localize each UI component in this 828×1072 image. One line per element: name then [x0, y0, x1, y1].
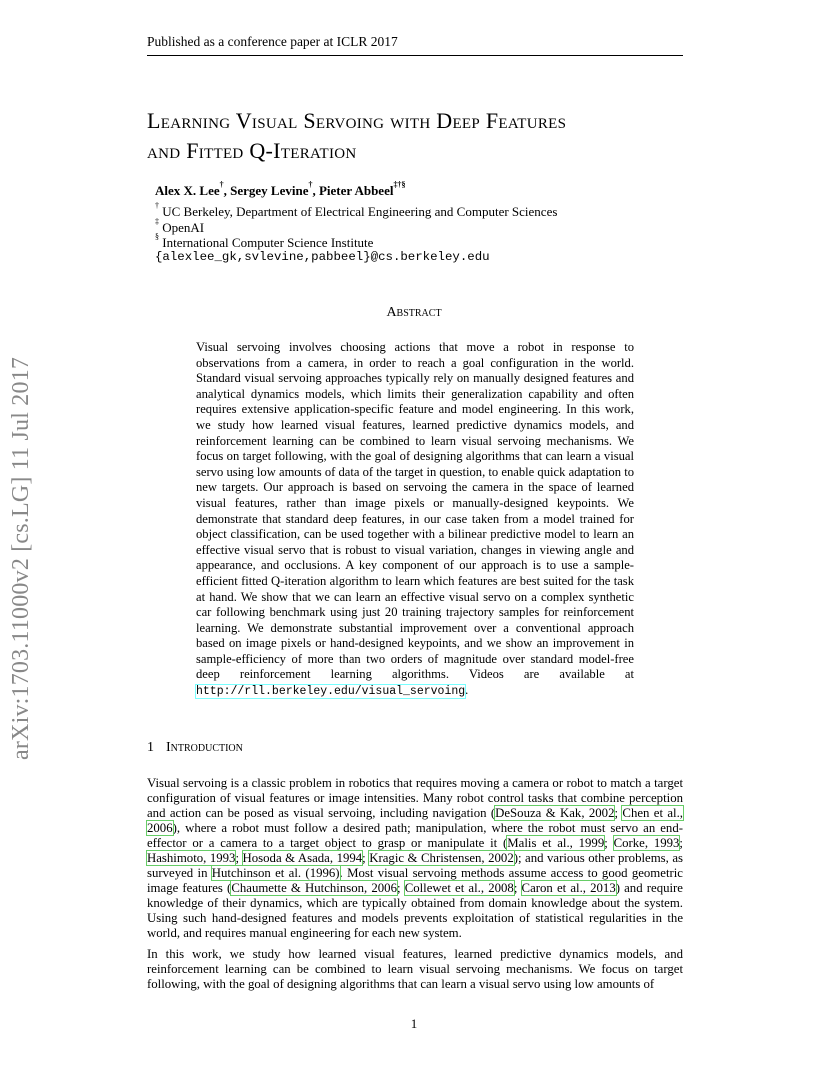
abstract-end: . — [465, 683, 469, 698]
paragraph-text: ; — [235, 851, 243, 865]
paragraph-text: ; — [396, 881, 405, 895]
title-line-1: Learning Visual Servoing with Deep Features — [147, 108, 567, 133]
section-title: Introduction — [166, 740, 243, 755]
citation-link[interactable]: Chen et al., 2006 — [147, 806, 684, 835]
abstract-body — [196, 340, 634, 700]
affiliation-mark: † — [155, 201, 159, 210]
header-rule — [147, 55, 683, 56]
paragraph-text: ; — [362, 851, 370, 865]
paragraph-text: ; — [679, 836, 683, 850]
paragraph-text: . Most visual servoing methods assume access to good geometric image features ( — [147, 866, 683, 895]
title-line-2: and Fitted Q-Iteration — [147, 138, 357, 163]
citation-link[interactable]: Hutchinson et al. (1996) — [211, 866, 340, 880]
arxiv-stamp: arXiv:1703.11000v2 [cs.LG] 11 Jul 2017 — [8, 356, 34, 760]
affiliation-mark: ‡ — [155, 217, 159, 226]
video-link[interactable]: http://rll.berkeley.edu/visual_servoing — [196, 685, 466, 699]
citation-link[interactable]: DeSouza & Kak, 2002 — [495, 806, 615, 820]
intro-paragraph-2: In this work, we study how learned visual features, learned predictive dynamics models, and reinforcement learning can be combined to learn visual servoing mechanisms. We focus on target following, with the goal of designing algorithms that can learn a visual servo using low amounts of — [147, 947, 683, 991]
abstract-text: Visual servoing involves choosing actions that move a robot in response to observations from a camera, in order to reach a goal configuration in the world. Standard visual servoing approaches typically rely on manually designed features and analytical dynamics models, which limits their generalization capability and often requires extensive application-specific feature and model engineering. In this work, we study how learned visual features, learned predictive dynamics models, and reinforcement learning can be combined to learn visual servoing mechanisms. We focus on target following, with the goal of designing algorithms that can learn a visual servo using low amounts of data of the target in question, to enable quick adaptation to new targets. Our approach is based on servoing the camera in the space of learned visual features, rather than image pixels or manually-designed keypoints. We demonstrate that standard deep features, in our case taken from a model trained for object classification, can be used together with a bilinear predictive model to learn an effective visual servo that is robust to visual variation, changes in viewing angle and appearance, and occlusions. A key component of our approach is to use a sample-efficient fitted Q-iteration algorithm to learn which features are best suited for the task at hand. We show that we can learn an effective visual servo on a complex synthetic car following benchmark using just 20 training trajectory samples for reinforcement learning. We demonstrate substantial improvement over a conventional approach based on image pixels or hand-designed keypoints, and we show an improvement in sample-efficiency of more than two orders of magnitude over standard model-free deep reinforcement learning algorithms. Videos are available at — [196, 340, 634, 682]
citation-link[interactable]: Chaumette & Hutchinson, 2006 — [231, 881, 397, 895]
affiliation-line — [155, 232, 374, 251]
author-mark: † — [219, 180, 224, 189]
section-number: 1 — [147, 740, 154, 755]
author-name: Pieter Abbeel — [318, 183, 394, 198]
paragraph-text: ; — [513, 881, 522, 895]
paragraph-text: ) and require knowledge of their dynamics, which are typically obtained from domain knowledge about the system. Using such hand-designed features and models prevents exploitation of statistical regularities in the world, and requires manual engineering for each new system. — [147, 881, 683, 940]
intro-paragraph-1 — [147, 776, 683, 941]
author-emails: {alexlee_gk,svlevine,pabbeel}@cs.berkeley.edu — [155, 250, 490, 264]
affiliation-line — [155, 217, 205, 236]
citation-link[interactable]: Hosoda & Asada, 1994 — [242, 851, 363, 865]
citation-link[interactable]: Caron et al., 2013 — [521, 881, 616, 895]
affiliation-mark: § — [155, 232, 159, 241]
paragraph-text: ; — [604, 836, 614, 850]
affiliation-text: International Computer Science Institute — [162, 235, 374, 250]
paragraph-text: Visual servoing is a classic problem in robotics that requires moving a camera or robot to match a target configuration of visual features or image intensities. Many robot control tasks that combine perception and action can be posed as visual servoing, including navigation ( — [147, 776, 683, 820]
paper-title — [147, 106, 707, 166]
citation-link[interactable]: Collewet et al., 2008 — [404, 881, 514, 895]
paragraph-text: ), where a robot must follow a desired path; manipulation, where the robot must servo an end-effector or a camera to a target object to grasp or manipulate it ( — [147, 821, 683, 850]
page-number: 1 — [410, 1016, 418, 1031]
affiliation-text: OpenAI — [162, 220, 205, 235]
citation-link[interactable]: Kragic & Christensen, 2002 — [369, 851, 514, 865]
author-list: Alex X. Lee†, Sergey Levine†, Pieter Abbeel‡†§ — [155, 180, 406, 198]
citation-link[interactable]: Malis et al., 1999 — [507, 836, 605, 850]
affiliation-line — [155, 201, 558, 220]
section-heading — [147, 740, 243, 756]
paragraph-text: ; — [614, 806, 623, 820]
author-mark: † — [308, 180, 313, 189]
author-mark: ‡†§ — [393, 180, 406, 189]
citation-link[interactable]: Corke, 1993 — [613, 836, 680, 850]
citation-link[interactable]: Hashimoto, 1993 — [147, 851, 236, 865]
paragraph-text: ); and various other problems, as surveyed in — [147, 851, 683, 880]
running-header: Published as a conference paper at ICLR 2017 — [147, 34, 398, 49]
abstract-heading: Abstract — [386, 305, 442, 320]
affiliation-text: UC Berkeley, Department of Electrical Engineering and Computer Sciences — [162, 204, 558, 219]
author-name: Alex X. Lee — [155, 183, 220, 198]
author-name: Sergey Levine — [230, 183, 309, 198]
